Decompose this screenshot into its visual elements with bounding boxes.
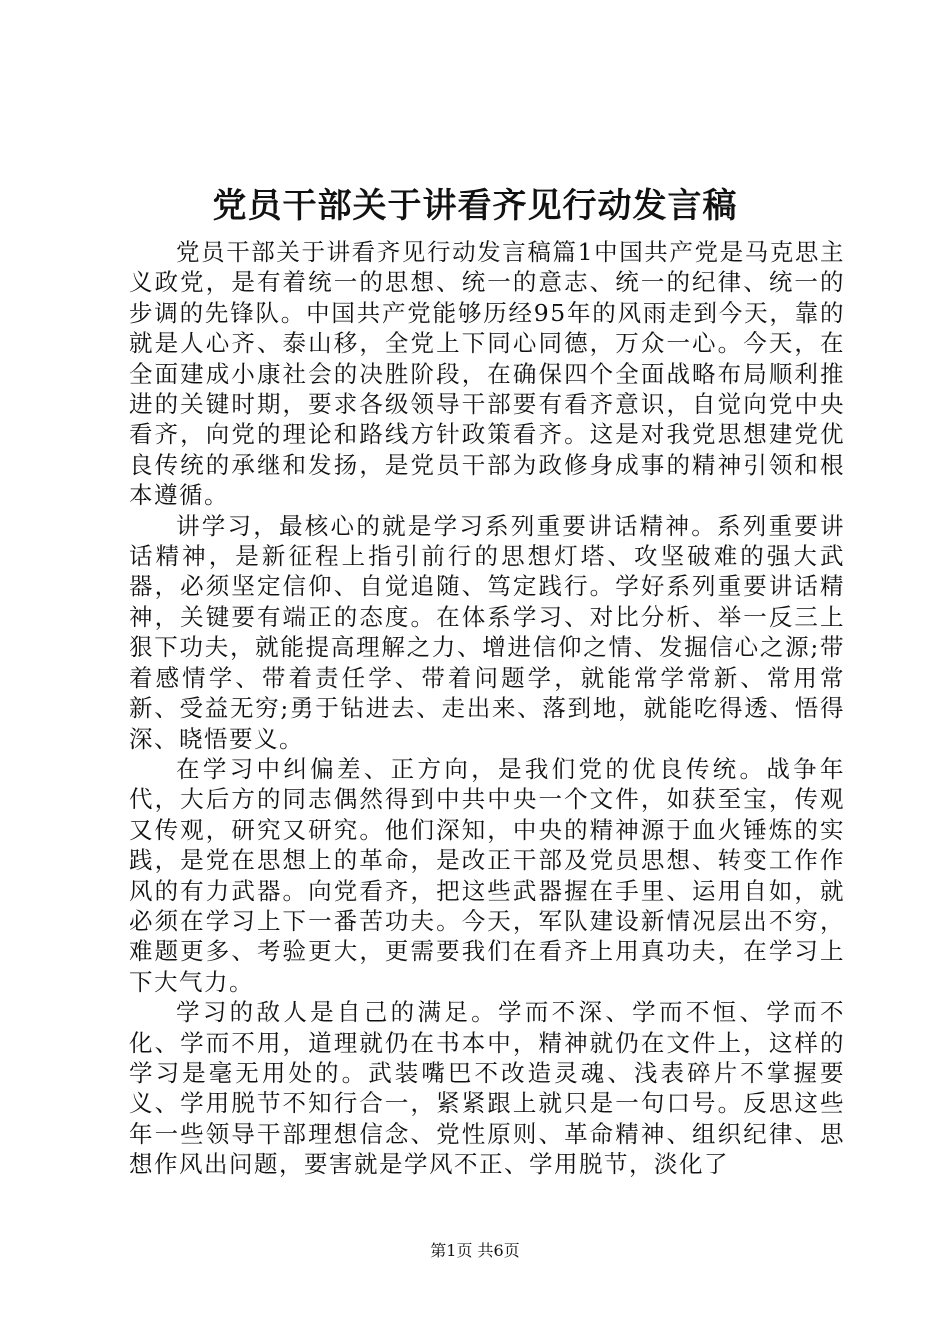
paragraph-1: 党员干部关于讲看齐见行动发言稿篇1中国共产党是马克思主义政党，是有着统一的思想、统一的意志、统一的纪律、统一的步调的先锋队。中国共产党能够历经95年的风雨走到今天，靠的就是人心齐、泰山移，全党上下同心同德，万众一心。今天，在全面建成小康社会的决胜阶段，在确保四个全面战略布局顺利推进的关键时期，要求各级领导干部要有看齐意识，自觉向党中央看齐，向党的理论和路线方针政策看齐。这是对我党思想建党优良传统的承继和发扬，是党员干部为政修身成事的精神引领和根本遵循。 — [129, 238, 845, 510]
page-footer: 第1页 共6页 — [430, 1241, 520, 1260]
paragraph-2: 讲学习，最核心的就是学习系列重要讲话精神。系列重要讲话精神，是新征程上指引前行的思想灯塔、攻坚破难的强大武器，必须坚定信仰、自觉追随、笃定践行。学好系列重要讲话精神，关键要有端正的态度。在体系学习、对比分析、举一反三上狠下功夫，就能提高理解之力、增进信仰之情、发掘信心之源;带着感情学、带着责任学、带着问题学，就能常学常新、常用常新、受益无穷;勇于钻进去、走出来、落到地，就能吃得透、悟得深、晓悟要义。 — [129, 511, 845, 753]
paragraph-3: 在学习中纠偏差、正方向，是我们党的优良传统。战争年代，大后方的同志偶然得到中共中央一个文件，如获至宝，传观又传观，研究又研究。他们深知，中央的精神源于血火锤炼的实践，是党在思想上的革命，是改正干部及党员思想、转变工作作风的有力武器。向党看齐，把这些武器握在手里、运用自如，就必须在学习上下一番苦功夫。今天，军队建设新情况层出不穷，难题更多、考验更大，更需要我们在看齐上用真功夫，在学习上下大气力。 — [129, 754, 845, 996]
document-body — [129, 237, 845, 1180]
document-title: 党员干部关于讲看齐见行动发言稿 — [212, 186, 738, 226]
paragraph-4: 学习的敌人是自己的满足。学而不深、学而不恒、学而不化、学而不用，道理就仍在书本中，精神就仍在文件上，这样的学习是毫无用处的。武装嘴巴不改造灵魂、浅表碎片不掌握要义、学用脱节不知行合一，紧紧跟上就只是一句口号。反思这些年一些领导干部理想信念、党性原则、革命精神、组织纪律、思想作风出问题，要害就是学风不正、学用脱节，淡化了 — [129, 998, 845, 1179]
